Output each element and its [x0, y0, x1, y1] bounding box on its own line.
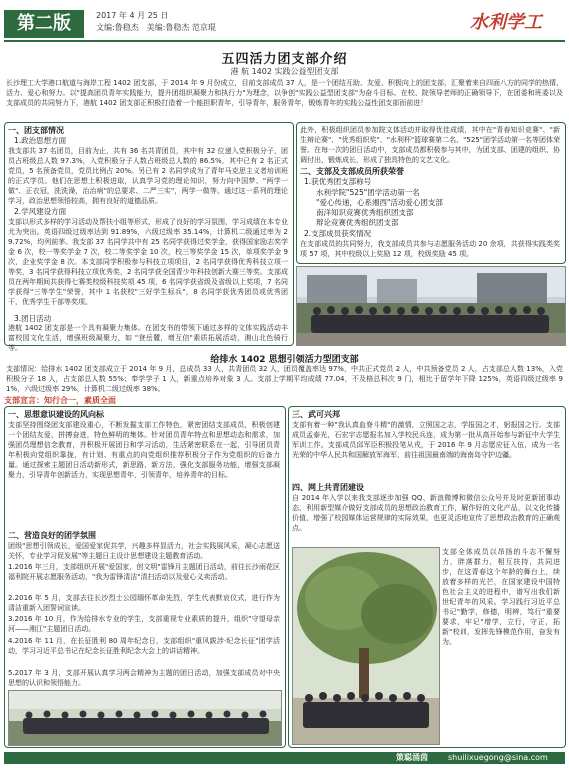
a2-left-item: 4.2016 年 11 月，在长征胜利 80 周年纪念日，支部组织"重风跋涉·纪念长征"团学活动，学习习近平总书记在纪念长征胜利纪念大会上的讲话精神。 — [8, 637, 280, 655]
s1-2-text: 支部以形式多样的学习活动及帮扶小组等形式，形成了良好的学习氛围，学习成绩在本专业尤为突出。英语四级过级率达到 91.89%，六级过级率 35.14%，计算机二级通过率为 29.72%，均列前茅。我支部 37 名同学共中有 25 名同学获得过奖学金，获得国家励志奖学金 6 次，校一等奖学金 7 次，校二等奖学金 10 次，校三等奖学金 15 次，单项奖学金 9 次，企业奖学金 8 次。本支部同学积极参与科技立项项目，2 名同学获得优秀科技立项一等奖，3 名同学获得科技立项优秀奖，2 名同学获全国青少年科技创新大赛三等奖。支部成员在两年期间共获得七赛类校级科技奖项 45 项，6 名同学获省级及省级以上奖项，7 名同学获得"三等学生"荣誉，其中 1 名获校"三好学生标兵"，8 名同学获优秀团员或优秀团干，优秀学生干部等奖项。 — [8, 218, 288, 306]
footer-email: shuilixuegong@sina.com — [448, 753, 548, 762]
s2-award: 水利学院"525"团学活动第一名 — [316, 188, 420, 197]
a2-left-p1: 支部坚持围绕团支部建设重心，不断发掘支部工作特色，紧密团结支部成员，积极创建一个团结友爱，拼搏奋进，特色鲜明的集体。针对团员青年特点和思想动态和需求，加强团员理想信念教育，并积极开展团日和学习活动，生活紧密联系在一起，引导团员青年积极向党组织靠拢，有计划、有重点的向党组织推荐积极分子作为党组织的后备力量。通过探索主题团日活动新形式，新思路，新方法，强化支部服务功能，增强支部凝聚力，引导青年创新活力，实现思想青年，引领青年，培养青年的目标。 — [8, 421, 280, 479]
a2-left-item: 5.2017 年 3 月，支部开展认真学习两会精神为主题的团日活动，加强支部成员对中央思想的认识和领悟能力。 — [8, 669, 280, 687]
header-rule — [4, 40, 565, 42]
article1-intro: 长沙理工大学港口航道与海岸工程 1402 团支部，于 2014 年 9 月份成立，目前支部成员 37 人，是一个团结互助、友爱、积极向上的团支部，汇聚着来自四面八方的同学的热情、活力、爱心和努力。以"提高团员青年实践能力，提升团组织凝聚力和执行力"为理念，以争创"实践公益型团支部"为奋斗目标。在校、院领导老师的正确领导下，在团委和班委以及支部成员的共同努力下，港航 1402 团支部正积极打造着一个能担职青年，引导青年，服务青年，锻炼青年的实践公益性团支部而前进！ — [6, 79, 563, 107]
a2-left-item: 1.2016 年三月，支部组织开展"爱国家，创文明"雷锋月主题团日活动，前往长沙雨花区福利院开展志愿服务活动，"我为雷锋清洁"清扫活动以及爱心义卖活动。 — [8, 563, 280, 581]
a2-right-p3: 支部全体成员以昂扬的斗志不懈努力，胖落群力，相互扶持，共同进步，在这青春这个年龄的舞台上，续放着多样的光芒，在国家建设中国特色社会主义的进程中，谱写出我们新世纪青年的风采。学习践行习近平总书记"勤学，修德，明辨，笃行"重要要求，牢记"增学，立行，守正，拓新"校训，发挥先锋模范作用，奋发有为。 — [442, 548, 560, 646]
section2-heading: 二、支部及支部成员所获荣誉 — [300, 167, 404, 176]
s1-1-text: 我支部共 37 名团员，目前为止，共有 36 名共青团员，其中有 32 位递入党积极分子，团员占班级总人数 97.3%，入党积极分子人数占班级总人数的 86.5%，其中已有 2 名正式党员，5 名预备党员，党员比例占 20%。另已有 2 名同学成为了青年马克思主义者培训班的正式学员。他们在思想上积极进取，认真学习党的理论知识，努力向中国梦、"两学一做"、正衣冠，洗洗澡，治治病"的总要求、二严三实"，两学一做等。通过这一系列的理论学习，政治思想领悟较高，拥有良好的道德品质。 — [8, 147, 288, 205]
masthead-logo: 水利学工 — [470, 12, 542, 33]
article2-intro: 支部情况：给排水 1402 团支部成立于 2014 年 9 月，总成员 33 人，共青团员 32 人，团员覆盖率达 97%，中共正式党员 2 人，中共预备党员 2 人，占支部总人数 13%，入党积极分子 18 人，占支部总人数 55%；奉学学子 1 人，新重点培养对象 3 人。支部上学期平均成绩 77.04，不及格总科次 9 门，相比于留学年下降 125%，英语四级过级率 91%，六级过级率 29%，计算机二级过级率 38%。 — [6, 365, 563, 393]
a2-left-heading: 一、思想意识建设的风向标 — [8, 410, 104, 419]
a2-left-item: 3.2016 年 10 月，作为给排水专业的学生，支部重视专业素质的提升，组织"守望母亲河——湘江"主题团日活动。 — [8, 615, 280, 633]
issue-date: 2017 年 4 月 25 日 — [96, 11, 169, 20]
a2-left-item: 2.2016 年 5 月，支部去往长沙烈士公园缅怀革命先烈，学生代表默哀仪式，进行作为清洁重新入团誓词宣读。 — [8, 594, 280, 612]
s2-item1: 1.获优秀团支部称号 — [304, 177, 372, 186]
article2-title: 给排水 1402 思想引领活力型团支部 — [210, 355, 359, 365]
group-photo-1 — [296, 266, 566, 346]
s1-2-heading: 2.学风建设方面 — [14, 207, 67, 216]
a2-left-sub1: 二、营造良好的团学氛围 — [8, 531, 96, 540]
group-photo-3 — [292, 547, 440, 745]
right-column-text: 此外，积极组织团员参加院文体活动并取得优佳成绩，其中在"青春知识竞赛"、"新生辩论赛"、"优秀组织奖"、"水利杯"篮球赛第二名、"525"团学活动第一名等团体荣誉。在每一次的团日活动中，支部成员都积极参与其中，为团支部、团建的组织、协调付出，锻炼成长，形成了独具特色的文艺文化。 — [300, 126, 560, 164]
a2-left-p2: 团级"思想引领成长，爱国爱家促共学，兴趣多样显活力，社会实践展风采，凝心志愿送关怀，专业学习促发展"等主题日主设计思想建设主题教育活动。 — [8, 542, 280, 560]
editors-line: 文编:鲁稳杰 美编:鲁稳杰 范京琨 — [96, 23, 216, 32]
section1-heading: 一、团支部情况 — [8, 126, 64, 135]
article1-subtitle: 港 航 1402 实践公益型团支部 — [230, 67, 339, 76]
edition-badge: 第二版 — [4, 10, 84, 38]
a2-right-sub2: 四、网上共青团建设 — [292, 483, 364, 492]
group-photo-2 — [8, 690, 282, 746]
branch-declaration: 支部宣言：知行合一，素质全面 — [4, 396, 116, 405]
a2-right-p2: 自 2014 年入学以来我支部逐步加强 QQ、新浪微博和微信公众号并及时更新团事动态，利用新型媒介做好支部成员的思想政治教育工作，解作好的文化产品，以文化传播价值，增强了校园媒体运营规律的实际效果，也更灵活地宣传了思想政治教育的正确观点。 — [292, 494, 560, 532]
a2-right-p1: 支部有着一种"我认真血脊斗精"的激情，立照国之志，学报国之才，躬报国之行。支部成员孟泰光，石宏宇志愿报名加入学校民兵连，成为第一批从高开始参与新征中大学生军训工作。支部成员邱军臣积极投笔从戎，于 2016 年 9 月志愿应征入伍，成为一名光荣的中华人民共和国解放军海军，前往祖国最南端的海南岛守护边疆。 — [292, 421, 560, 459]
s2-award: 辩论竞赛优秀组织团支部 — [316, 218, 399, 227]
s2-item2-text: 在支部成员的共同努力，我支部成员共参与志愿服务活动 20 余项，共获得实践类奖项 57 项，其中校级以上奖励 12 项，校级奖励 45 项。 — [300, 240, 560, 258]
s2-item2: 2.支部成员获奖情况 — [304, 229, 372, 238]
a2-right-sub1: 三、武可兴邦 — [292, 410, 340, 419]
article1-title: 五四活力团支部介绍 — [221, 52, 348, 67]
footer-logo: 策聪涌茵 — [396, 753, 428, 762]
s1-3-text: 港航 1402 团支部是一个具有凝聚力集体。在团支书的带领下通过多样的文体实践活动丰富校园文化生活，增强班级凝聚力，如 "登岳麓，增互信"素质拓展活动，湘山北色骑行等。 — [8, 324, 288, 352]
s2-award: 南洋知识竞赛优秀组织团支部 — [316, 208, 414, 217]
s1-3-heading: 3.团日活动 — [14, 314, 52, 323]
s1-1-heading: 1.政治思想方面 — [14, 136, 67, 145]
s2-award: "爱心传递，心系湘西"活动爱心团支部 — [316, 198, 443, 207]
